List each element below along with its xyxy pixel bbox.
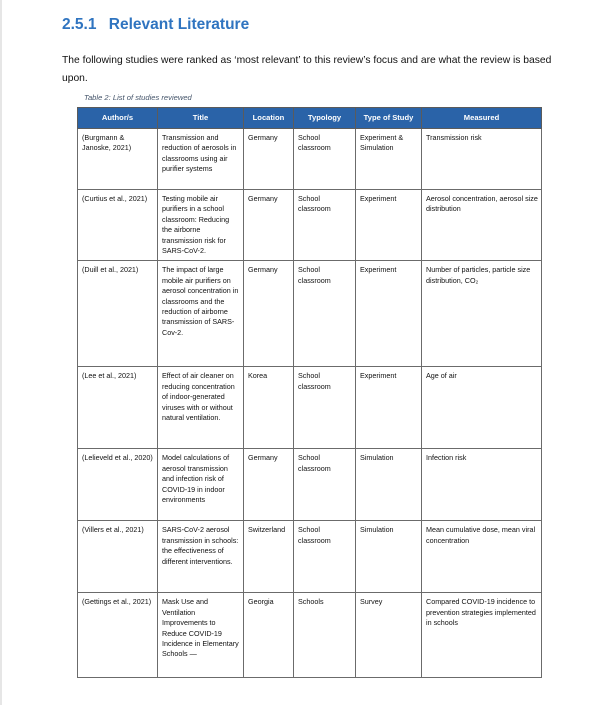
header-typology: Typology [294,108,356,129]
cell-type-of-study: Experiment & Simulation [356,129,422,190]
table-row [78,190,542,261]
header-authors: Author/s [78,108,158,129]
cell-title: Effect of air cleaner on reducing concentration of indoor-generated viruses with or without natural ventilation. [158,367,244,449]
cell-typology: School classroom [294,190,356,261]
table-caption: Table 2: List of studies reviewed [84,93,192,102]
table-row [78,449,542,521]
cell-measured: Aerosol concentration, aerosol size distribution [422,190,542,261]
section-heading [62,16,249,34]
cell-location: Korea [244,367,294,449]
cell-title: Model calculations of aerosol transmission and infection risk of COVID-19 in indoor environments [158,449,244,521]
cell-type-of-study: Experiment [356,190,422,261]
table-row [78,521,542,593]
section-title: Relevant Literature [108,16,250,33]
cell-typology: Schools [294,593,356,678]
cell-type-of-study: Simulation [356,521,422,593]
cell-location: Germany [244,190,294,261]
cell-title: The impact of large mobile air purifiers on aerosol concentration in classrooms and the reduction of airborne transmission of SARS-Cov-2. [158,261,244,367]
header-measured: Measured [422,108,542,129]
cell-authors: (Duill et al., 2021) [78,261,158,367]
header-type-of-study: Type of Study [356,108,422,129]
cell-type-of-study: Experiment [356,367,422,449]
cell-location: Germany [244,449,294,521]
cell-authors: (Lelieveld et al., 2020) [78,449,158,521]
page-left-edge [0,0,2,705]
section-number: 2.5.1 [62,16,97,33]
cell-title: Testing mobile air purifiers in a school classroom: Reducing the airborne transmission risk for SARS-CoV-2. [158,190,244,261]
cell-title: Mask Use and Ventilation Improvements to Reduce COVID-19 Incidence in Elementary Schools — [158,593,244,678]
cell-typology: School classroom [294,449,356,521]
cell-location: Germany [244,129,294,190]
cell-measured: Age of air [422,367,542,449]
cell-typology: School classroom [294,367,356,449]
cell-typology: School classroom [294,261,356,367]
cell-type-of-study: Simulation [356,449,422,521]
studies-table [77,107,542,678]
cell-type-of-study: Survey [356,593,422,678]
header-location: Location [244,108,294,129]
cell-measured: Mean cumulative dose, mean viral concentration [422,521,542,593]
cell-title: SARS-CoV-2 aerosol transmission in schools: the effectiveness of different interventions. [158,521,244,593]
table-row [78,593,542,678]
cell-authors: (Villers et al., 2021) [78,521,158,593]
cell-typology: School classroom [294,521,356,593]
cell-measured: Transmission risk [422,129,542,190]
cell-measured: Compared COVID-19 incidence to prevention strategies implemented in schools [422,593,542,678]
cell-measured: Infection risk [422,449,542,521]
cell-title: Transmission and reduction of aerosols in classrooms using air purifier systems [158,129,244,190]
table-header-row [78,108,542,129]
header-title: Title [158,108,244,129]
cell-authors: (Curtius et al., 2021) [78,190,158,261]
cell-location: Georgia [244,593,294,678]
cell-typology: School classroom [294,129,356,190]
cell-authors: (Burgmann & Janoske, 2021) [78,129,158,190]
cell-type-of-study: Experiment [356,261,422,367]
cell-location: Germany [244,261,294,367]
cell-measured: Number of particles, particle size distribution, CO₂ [422,261,542,367]
cell-authors: (Lee et al., 2021) [78,367,158,449]
table-row [78,261,542,367]
table-row [78,129,542,190]
cell-location: Switzerland [244,521,294,593]
cell-authors: (Gettings et al., 2021) [78,593,158,678]
table-row [78,367,542,449]
intro-paragraph: The following studies were ranked as ‘most relevant’ to this review’s focus and are what the review is based upon. [62,55,552,84]
